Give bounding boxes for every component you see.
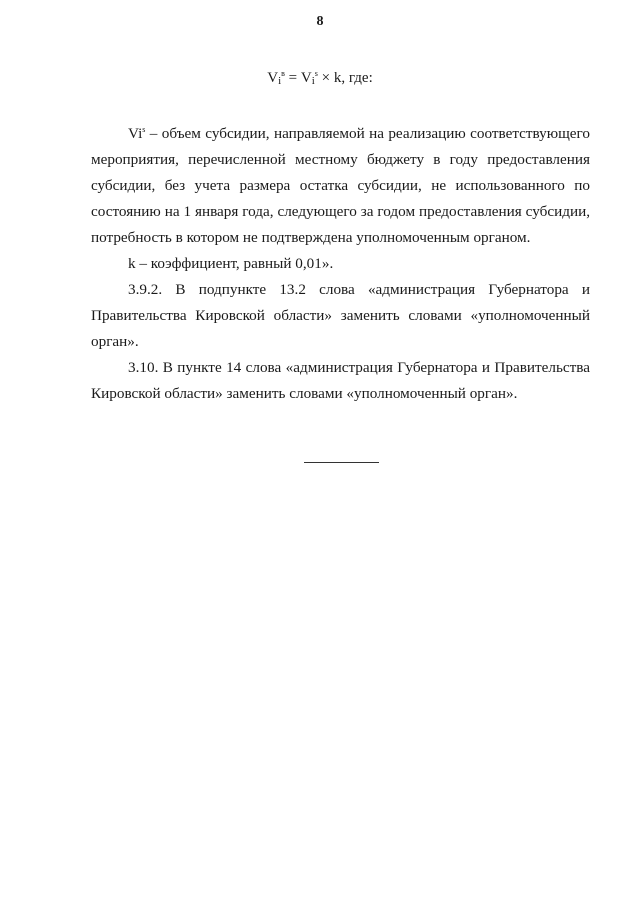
formula-rhs-sub: i <box>311 75 315 87</box>
formula-rhs-base: V <box>300 70 312 86</box>
formula-lhs-sub: i <box>278 75 282 87</box>
page-number: 8 <box>316 14 324 29</box>
body-text <box>91 121 590 407</box>
formula-rhs-sup: s <box>314 69 318 78</box>
formula-lhs-base: V <box>267 70 279 86</box>
paragraph-3-9-2: 3.9.2. В подпункте 13.2 слова «администрация Губернатора и Правительства Кировской области» заменить словами «уполномоченный орган». <box>91 281 590 350</box>
vis-base: V <box>128 125 139 142</box>
paragraph-vis-definition <box>91 121 590 251</box>
formula-rest: × k, где: <box>317 70 373 86</box>
vis-sup: s <box>142 124 146 134</box>
paragraph-k-definition: k – коэффициент, равный 0,01». <box>128 255 334 272</box>
paragraph-3-10: 3.10. В пункте 14 слова «администрация Губернатора и Правительства Кировской области» заменить словами «уполномоченный орган». <box>91 359 590 402</box>
end-separator-line <box>304 462 379 463</box>
formula <box>0 70 640 87</box>
formula-lhs-sup: в <box>281 69 285 78</box>
vis-sub: i <box>138 125 143 142</box>
formula-equals: = <box>284 70 301 86</box>
vis-definition-text: – объем субсидии, направляемой на реализацию соответствующего мероприятия, перечисленной местному бюджету в году предоставления субсидии, без учета размера остатка субсидии, не использованного по состоянию на 1 января года, следующего за годом предоставления субсидии, потребность в котором не подтверждена уполномоченным органом. <box>91 125 590 246</box>
